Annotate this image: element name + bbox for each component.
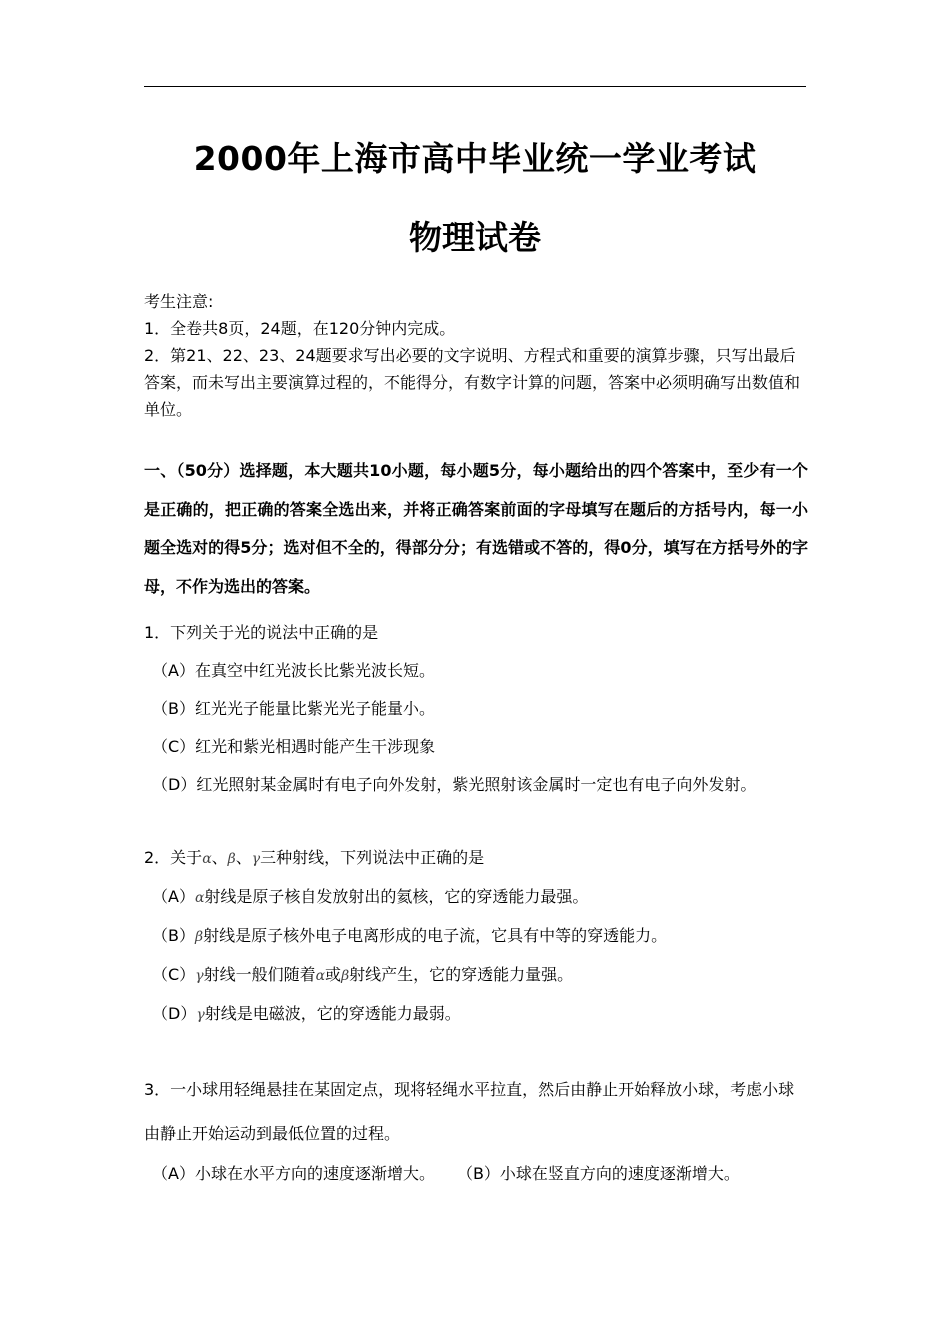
- notes-item-2: 2．第21、22、23、24题要求写出必要的文字说明、方程式和重要的演算步骤，只写出最后答案，而未写出主要演算过程的，不能得分，有数字计算的问题，答案中必须明确写出数值和单位。: [144, 346, 801, 419]
- question-3-option-b: （B）小球在竖直方向的速度逐渐增大。: [456, 1164, 740, 1183]
- notes-heading: 考生注意:: [144, 292, 214, 311]
- alpha-symbol: α: [194, 890, 205, 906]
- question-1-option-a: （A）在真空中红光波长比紫光波长短。: [152, 661, 435, 680]
- question-2-option-b: （B）β射线是原子核外电子电离形成的电子流，它具有中等的穿透能力。: [152, 926, 668, 945]
- section-1-instructions: 一、（50分）选择题，本大题共10小题，每小题5分，每小题给出的四个答案中，至少有一个是正确的，把正确的答案全选出来，并将正确答案前面的字母填写在题后的方括号内，每一小题全选对的得5分；选对但不全的，得部分分；有选错或不答的，得0分，填写在方括号外的字母，不作为选出的答案。: [144, 461, 808, 596]
- question-1-option-b: （B）红光光子能量比紫光光子能量小。: [152, 699, 435, 718]
- question-3-options: [144, 1156, 808, 1192]
- exam-subtitle: 物理试卷: [409, 218, 541, 257]
- question-3-option-a: （A）小球在水平方向的速度逐渐增大。: [152, 1164, 435, 1183]
- gamma-symbol: γ: [195, 968, 204, 984]
- question-2-stem: 2．关于α、β、γ三种射线，下列说法中正确的是: [144, 848, 485, 867]
- question-1-option-d: （D）红光照射某金属时有电子向外发射，紫光照射该金属时一定也有电子向外发射。: [152, 775, 757, 794]
- gamma-symbol: γ: [196, 1007, 205, 1023]
- question-1-option-c: （C）红光和紫光相遇时能产生干涉现象: [152, 737, 436, 756]
- header-rule: [144, 86, 806, 87]
- notes-item-1: 1．全卷共8页，24题，在120分钟内完成。: [144, 319, 456, 338]
- question-3: [144, 1068, 808, 1192]
- beta-symbol: β: [227, 851, 236, 867]
- question-3-stem: 3．一小球用轻绳悬挂在某固定点，现将轻绳水平拉直，然后由静止开始释放小球，考虑小球由静止开始运动到最低位置的过程。: [144, 1080, 795, 1143]
- gamma-symbol: γ: [251, 851, 261, 867]
- question-2-option-c: （C）γ射线一般们随着α或β射线产生，它的穿透能力量强。: [152, 965, 574, 984]
- alpha-symbol: α: [315, 968, 326, 984]
- candidate-notes: [144, 288, 808, 423]
- exam-title: 2000年上海市高中毕业统一学业考试: [193, 139, 757, 178]
- question-2-option-d: （D）γ射线是电磁波，它的穿透能力最弱。: [152, 1004, 461, 1023]
- question-1-stem: 1．下列关于光的说法中正确的是: [144, 623, 379, 642]
- beta-symbol: β: [341, 968, 350, 984]
- question-2-option-a: （A）α射线是原子核自发放射出的氦核，它的穿透能力最强。: [152, 887, 589, 906]
- question-2: [144, 839, 808, 1034]
- question-1: [144, 614, 808, 804]
- beta-symbol: β: [194, 929, 204, 945]
- alpha-symbol: α: [202, 851, 212, 867]
